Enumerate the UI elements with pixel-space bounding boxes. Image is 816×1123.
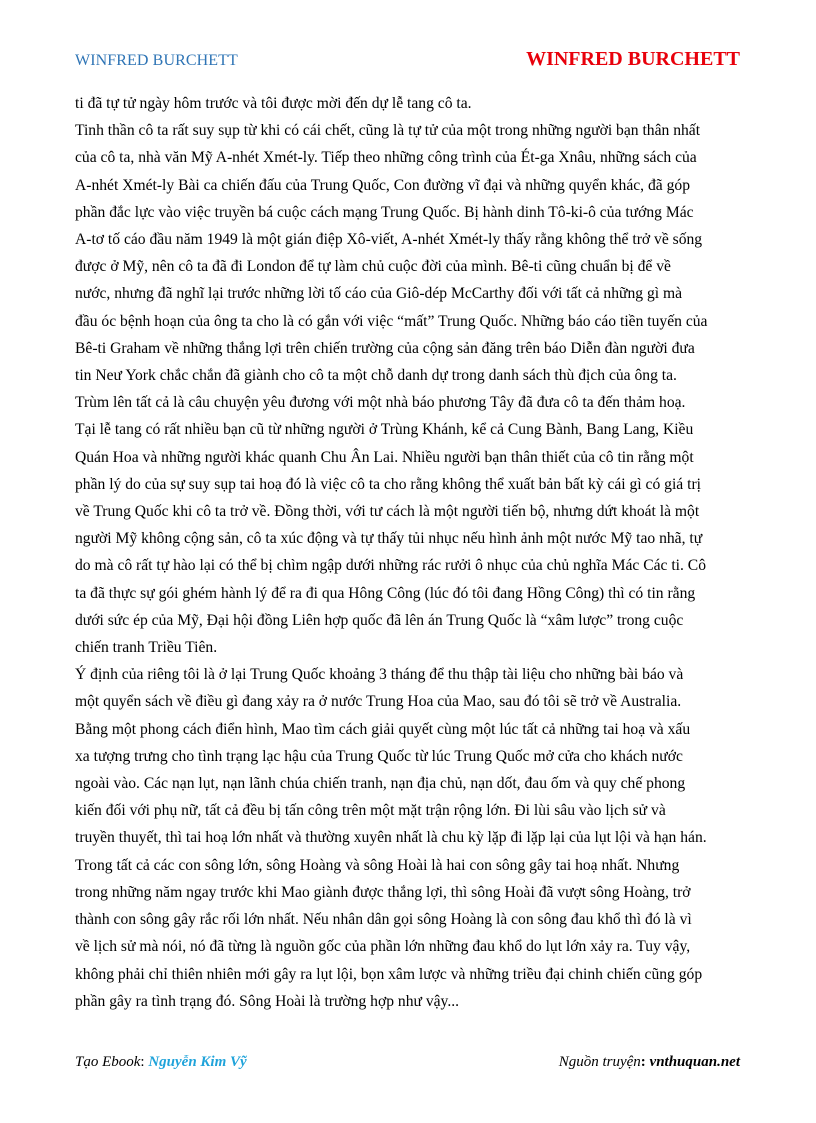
text-line: chiến tranh Triều Tiên.	[75, 639, 218, 657]
text-line: Tại lễ tang có rất nhiều bạn cũ từ những người ở Trùng Khánh, kể cả Cung Bành, Bang Lang, Kiều	[75, 421, 694, 439]
text-line: một quyển sách về điều gì đang xảy ra ở nước Trung Hoa của Mao, sau đó tôi sẽ trở về Australia.	[75, 693, 682, 711]
text-line: Trùm lên tất cả là câu chuyện yêu đương với một nhà báo phương Tây đã đưa cô ta đến thảm hoạ.	[75, 394, 686, 412]
text-line: Quán Hoa và những người khác quanh Chu Ân Lai. Nhiều người bạn thân thiết của cô tin rằng một	[75, 448, 694, 466]
text-line: đầu óc bệnh hoạn của ông ta cho là có gắn với việc “mất” Trung Quốc. Những báo cáo tiền tuyến của	[75, 312, 708, 330]
text-line: Tinh thần cô ta rất suy sụp từ khi có cái chết, cũng là tự tử của một trong những người bạn thân nhất	[75, 122, 701, 140]
footer-source-colon: :	[640, 1054, 646, 1070]
text-line: phần đắc lực vào việc truyền bá cuộc cách mạng Trung Quốc. Bị hành dinh Tô-ki-ô của tướng Mác	[75, 203, 694, 221]
text-line: dưới sức ép của Mỹ, Đại hội đồng Liên hợp quốc đã lên án Trung Quốc là “xâm lược” trong cuộc	[75, 611, 684, 629]
text-line: người Mỹ không cộng sản, cô ta xúc động và tự thấy tủi nhục nếu hình ảnh một nước Mỹ tao nhã, tự	[75, 530, 703, 548]
header-author-right: WINFRED BURCHETT	[526, 48, 740, 70]
text-line: xa tượng trưng cho tình trạng lạc hậu của Trung Quốc từ lúc Trung Quốc mở cửa cho khách nước	[75, 747, 683, 765]
text-line: được ở Mỹ, nên cô ta đã đi London để tự làm chủ cuộc đời của mình. Bê-ti cũng chuẩn bị để về	[75, 258, 671, 276]
text-line: Bê-ti Graham về những thắng lợi trên chiến trường của cộng sản đăng trên báo Diễn đàn người đưa	[75, 339, 695, 357]
text-line: trong những năm ngay trước khi Mao giành được thắng lợi, thì sông Hoài đã vượt sông Hoàng, trở	[75, 883, 691, 901]
footer-source-credit	[559, 1054, 740, 1071]
footer-ebook-author: Nguyễn Kim Vỹ	[148, 1054, 247, 1070]
text-line: phần lý do của sự suy sụp tai hoạ đó là việc cô ta cho rằng không thể xuất bản bất kỳ cái gì có giá trị	[75, 475, 701, 493]
text-line: nước, nhưng đã nghĩ lại trước những lời tố cáo của Giô-dép McCarthy đối với tất cả những gì mà	[75, 285, 683, 303]
text-line: Bằng một phong cách điển hình, Mao tìm cách giải quyết cùng một lúc tất cả những tai hoạ và xấu	[75, 720, 691, 738]
text-line: do mà cô rất tự hào lại có thể bị chìm ngập dưới những rác rưởi ô nhục của chủ nghĩa Mác Các ti. Cô	[75, 557, 706, 575]
text-line: Trong tất cả các con sông lớn, sông Hoàng và sông Hoài là hai con sông gây tai hoạ nhất. Nhưng	[75, 856, 680, 874]
text-line: ta đã thực sự gói ghém hành lý để ra đi qua Hông Công (lúc đó tôi đang Hồng Công) thì có tin rằng	[75, 584, 696, 602]
text-line: A-tơ tố cáo đầu năm 1949 là một gián điệp Xô-viết, A-nhét Xmét-ly thấy rằng không thể trở về sống	[75, 231, 703, 249]
text-line: phần gây ra tình trạng đó. Sông Hoài là trường hợp như vậy...	[75, 992, 460, 1010]
page-header	[75, 48, 740, 76]
text-line: kiến đối với phụ nữ, tất cả đều bị tấn công trên một mặt trận rộng lớn. Đi lùi sâu vào lịch sử và	[75, 802, 666, 820]
footer-ebook-colon: :	[140, 1054, 145, 1070]
footer-source-site: vnthuquan.net	[649, 1054, 740, 1070]
text-line: truyền thuyết, thì tai hoạ lớn nhất và thường xuyên nhất là chu kỳ lặp đi lặp lại của lụt lội và hạn hán.	[75, 829, 707, 847]
text-line: tin Neư York chắc chắn đã giành cho cô ta một chỗ danh dự trong danh sách thù địch của ông ta.	[75, 367, 677, 385]
text-line: của cô ta, nhà văn Mỹ A-nhét Xmét-ly. Tiếp theo những công trình của Ét-ga Xnâu, những sách của	[75, 149, 697, 167]
text-line: không phải chỉ thiên nhiên mới gây ra lụt lội, bọn xâm lược và những triều đại chinh chiến cũng góp	[75, 965, 703, 983]
text-line: Ý định của riêng tôi là ở lại Trung Quốc khoảng 3 tháng để thu thập tài liệu cho những bài báo và	[75, 666, 684, 684]
footer-ebook-credit	[75, 1054, 247, 1071]
footer-source-label: Nguồn truyện	[558, 1054, 641, 1070]
text-line: A-nhét Xmét-ly Bài ca chiến đấu của Trung Quốc, Con đường vĩ đại và những quyển khác, đã góp	[75, 176, 690, 194]
body-text	[75, 90, 745, 1015]
text-line: thành con sông gây rắc rối lớn nhất. Nếu nhân dân gọi sông Hoàng là con sông đau khổ thì đó là vì	[75, 911, 692, 929]
text-line: về lịch sử mà nói, nó đã từng là nguồn gốc của phần lớn những đau khổ do lụt lớn xảy ra. Tuy vậy,	[75, 938, 691, 956]
footer-ebook-label: Tạo Ebook	[75, 1054, 141, 1070]
text-line: ti đã tự tử ngày hôm trước và tôi được mời đến dự lễ tang cô ta.	[75, 95, 472, 112]
text-line: về Trung Quốc khi cô ta trở về. Đồng thời, với tư cách là một người tiến bộ, nhưng dứt khoát là một	[75, 503, 700, 521]
header-author-left: WINFRED BURCHETT	[75, 52, 238, 69]
page-footer	[75, 1054, 740, 1071]
text-line: ngoài vào. Các nạn lụt, nạn lãnh chúa chiến tranh, nạn địa chủ, nạn dốt, đau ốm và quy chế phong	[75, 775, 686, 793]
